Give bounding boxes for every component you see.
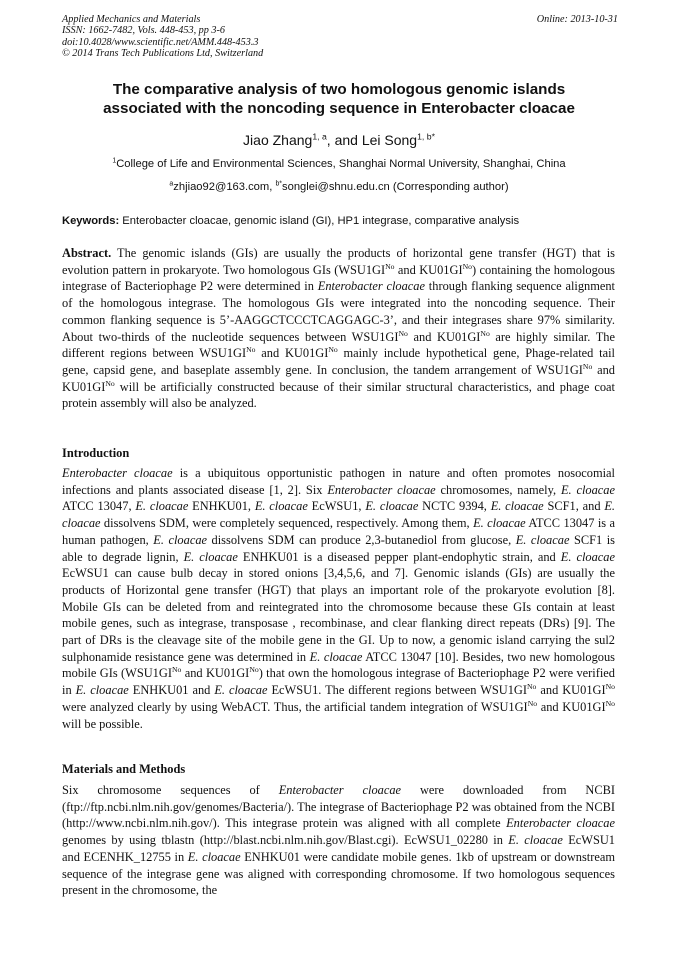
affiliation-mark: 1 — [112, 157, 117, 165]
author-separator: , and — [326, 132, 362, 148]
superscript: No — [605, 698, 616, 708]
body-text: is a ubiquitous opportunistic pathogen in nature and often promotes nosocomial infections and plants associated disease [1, 2]. Six — [62, 466, 616, 497]
body-text: ) that own the homologous integrase of Bacteriophage P2 were verified in — [62, 666, 615, 698]
species-name: Enterobacter cloacae — [278, 783, 402, 797]
species-name: E. cloacae — [473, 516, 526, 531]
species-name: Enterobacter cloacae — [62, 466, 173, 480]
section-heading-materials-methods: Materials and Methods — [62, 762, 186, 776]
abstract-label: Abstract. — [62, 246, 112, 260]
email-link[interactable]: songlei@shnu.edu.cn (Corresponding author) — [282, 181, 509, 193]
body-text: and KU01GI — [181, 666, 250, 681]
species-name: Enterobacter cloacae — [317, 279, 425, 294]
keywords — [62, 214, 622, 228]
body-text: EcWSU1 and ECENHK_12755 in — [62, 833, 615, 864]
body-text: dissolvens SDM, were completely sequenced, respectively. Among them, — [100, 516, 474, 531]
body-text: EcWSU1, — [307, 499, 366, 514]
species-name: E. cloacae — [62, 499, 616, 531]
superscript: No — [605, 682, 615, 692]
title-line-1: The comparative analysis of two homologous genomic islands — [112, 81, 566, 98]
abstract — [62, 245, 615, 412]
body-text: ATCC 13047 [10]. Besides, two new homologous mobile GIs (WSU1GI — [62, 649, 615, 681]
email-mark: a — [169, 180, 174, 188]
affiliation — [40, 157, 638, 171]
abstract-text: through flanking sequence alignment of the homologous integrase. The homologous GIs were integrated into the noncoding sequence. Their common flanking sequence is 5’-AAGGCTCCCTCAGGAGC-3’, and their integrases share 97% similarity. About two-thirds of the nucleotide sequences between WSU1GI — [62, 279, 615, 344]
species-name: E. cloacae — [153, 532, 208, 547]
author-name: Lei Song — [361, 132, 418, 148]
body-text: and KU01GI — [536, 683, 606, 698]
abstract-text: ) containing the homologous integrase of Bacteriophage P2 were determined in — [62, 262, 616, 294]
species-name: E. cloacae — [75, 683, 129, 698]
abstract-text: will be artificially constructed because of their similar structural characteristics, and phage coat protein assembly will also be analyzed. — [62, 379, 615, 411]
species-name: E. cloacae — [187, 849, 241, 864]
keywords-text: Enterobacter cloacae, genomic island (GI), HP1 integrase, comparative analysis — [119, 215, 520, 227]
superscript: No — [582, 361, 593, 371]
abstract-text: The genomic islands (GIs) are usually the products of horizontal gene transfer (HGT) that is evolution pattern in prokaryote. Two homologous GIs (WSU1GI — [62, 246, 615, 277]
superscript: No — [398, 328, 408, 338]
body-text: dissolvens SDM can produce 2,3-butanediol from glucose, — [207, 532, 516, 547]
body-text: ATCC 13047 is a human pathogen, — [62, 516, 615, 547]
body-text: ENHKU01 and — [128, 683, 215, 698]
author-affil-mark: 1, b* — [417, 131, 435, 142]
superscript: No — [527, 698, 538, 708]
body-text: will be possible. — [62, 716, 143, 731]
superscript: No — [105, 378, 115, 388]
online-date: Online: 2013-10-31 — [536, 14, 618, 25]
journal-header — [62, 14, 618, 60]
superscript: No — [527, 682, 537, 692]
abstract-text: and KU01GI — [407, 329, 481, 344]
superscript: No — [328, 345, 338, 355]
section-heading-introduction: Introduction — [62, 446, 130, 460]
superscript: No — [462, 261, 472, 271]
body-text: and KU01GI — [537, 699, 606, 714]
body-text: chromosomes, namely, — [435, 482, 561, 497]
species-name: E. cloacae — [183, 549, 238, 564]
journal-name: Applied Mechanics and Materials — [62, 14, 201, 25]
body-text: Six chromosome sequences of — [62, 783, 279, 797]
email-mark: b* — [275, 180, 283, 188]
species-name: E. cloacae — [508, 833, 563, 848]
abstract-text: mainly include hypothetical gene, Phage-related tail gene, capsid gene, and baseplate assembly gene. In conclusion, the tandem arrangement of WSU1GI — [62, 346, 615, 377]
body-text: ATCC 13047, — [62, 499, 136, 514]
body-text: EcWSU1. The different regions between WSU1GI — [267, 683, 528, 698]
body-text: ENHKU01, — [188, 499, 255, 514]
materials-methods-text — [62, 782, 615, 899]
superscript: No — [249, 665, 259, 675]
species-name: E. cloacae — [365, 499, 419, 514]
body-text: ENHKU01 were candidate mobile genes. 1kb of upstream or downstream sequence of the integrase gene was aligned with corresponding chromosome. If two homologous sequences present in the chromosome, the — [62, 849, 615, 898]
body-text: were analyzed clearly by using WebACT. Thus, the artificial tandem integration of WSU1GI — [62, 699, 528, 714]
superscript: No — [480, 328, 490, 338]
abstract-text: are highly similar. The different regions between WSU1GI — [62, 329, 615, 361]
superscript: No — [171, 665, 182, 675]
introduction-text — [62, 465, 615, 732]
body-text: SCF1 is able to degrade lignin, — [62, 532, 616, 564]
affiliation-text: College of Life and Environmental Sciences, Shanghai Normal University, Shanghai, China — [116, 158, 566, 170]
species-name: E. cloacae — [214, 683, 268, 698]
author-name: Jiao Zhang — [243, 132, 313, 148]
author-list — [40, 131, 638, 149]
email-link[interactable]: zhjiao92@163.com, — [173, 181, 273, 193]
species-name: E. cloacae — [560, 549, 616, 564]
body-text: NCTC 9394, — [418, 499, 491, 514]
body-text: SCF1, and — [543, 499, 605, 514]
body-text: were downloaded from NCBI (ftp://ftp.ncbi.nlm.nih.gov/genomes/Bacteria/). The integrase of Bacteriophage P2 was obtained from the NCBI (http://www.ncbi.nlm.nih.gov/). This integrase protein was aligned with all complete — [62, 783, 615, 831]
species-name: E. cloacae — [309, 649, 363, 664]
superscript: No — [385, 261, 395, 271]
species-name: E. cloacae — [560, 482, 615, 497]
emails — [40, 180, 638, 194]
abstract-text: and KU01GI — [394, 262, 463, 277]
doi: doi:10.4028/www.scientific.net/AMM.448-453.3 — [62, 36, 259, 48]
title-line-2: associated with the noncoding sequence in Enterobacter cloacae — [103, 100, 575, 117]
body-text: genomes by using tblastn (http://blast.ncbi.nlm.nih.gov/Blast.cgi). EcWSU1_02280 in — [62, 833, 509, 848]
body-text: ENHKU01 is a diseased pepper plant-endophytic strain, and — [237, 549, 561, 564]
species-name: Enterobacter cloacae — [327, 482, 436, 497]
abstract-text: and KU01GI — [255, 346, 329, 361]
body-text: EcWSU1 can cause bulb decay in stored onions [3,4,5,6, and 7]. Genomic islands (GIs) are usually the products of Horizontal gene transfer (HGT) that plays an important role of the prokaryote evolution [8]. Mobile GIs can be deleted from and reintegrated into the chromosome because these GIs contain at least mobile genes, such as integrase, transposase , recombinase, and clear flanking direct repeats (DRs) [9]. The part of DRs is the cleavage site of the mobile gene in the GI. Up to now, a genomic island carrying the sul2 sulphonamide resistance gene was determined in — [62, 566, 615, 664]
species-name: E. cloacae — [515, 532, 570, 547]
superscript: No — [246, 345, 256, 355]
species-name: Enterobacter cloacae — [506, 816, 616, 831]
copyright: © 2014 Trans Tech Publications Ltd, Switzerland — [62, 48, 264, 60]
species-name: E. cloacae — [490, 499, 544, 514]
species-name: E. cloacae — [254, 499, 308, 514]
keywords-label: Keywords: — [62, 215, 120, 227]
abstract-text: and KU01GI — [62, 362, 615, 394]
issn: ISSN: 1662-7482, Vols. 448-453, pp 3-6 — [62, 25, 225, 37]
author-affil-mark: 1, a — [312, 131, 327, 142]
paper-title — [40, 80, 638, 118]
species-name: E. cloacae — [135, 499, 189, 514]
